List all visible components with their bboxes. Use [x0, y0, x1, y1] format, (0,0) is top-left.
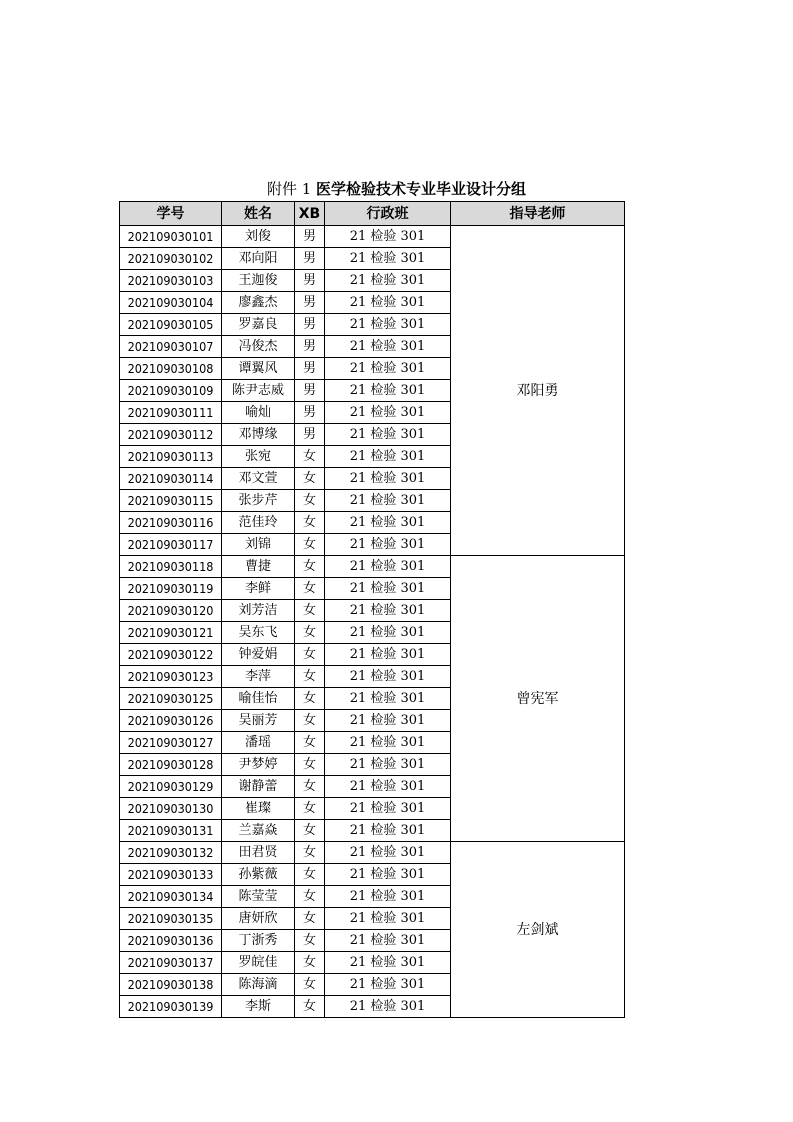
class-cell: 21 检验 301 — [325, 512, 451, 534]
class-cell: 21 检验 301 — [325, 798, 451, 820]
xb-cell: 女 — [295, 490, 325, 512]
student-name-cell: 张宛 — [222, 446, 295, 468]
student-name-cell: 谢静蕾 — [222, 776, 295, 798]
student-name-cell: 田君贤 — [222, 842, 295, 864]
student-id-cell: 202109030103 — [120, 270, 222, 292]
class-cell: 21 检验 301 — [325, 732, 451, 754]
student-id-cell: 202109030129 — [120, 776, 222, 798]
class-cell: 21 检验 301 — [325, 996, 451, 1018]
student-name-cell: 李鲜 — [222, 578, 295, 600]
student-name-cell: 陈尹志威 — [222, 380, 295, 402]
xb-cell: 男 — [295, 248, 325, 270]
student-id-cell: 202109030133 — [120, 864, 222, 886]
class-cell: 21 检验 301 — [325, 578, 451, 600]
class-cell: 21 检验 301 — [325, 248, 451, 270]
xb-cell: 女 — [295, 798, 325, 820]
xb-cell: 女 — [295, 952, 325, 974]
student-name-cell: 王迦俊 — [222, 270, 295, 292]
student-name-cell: 谭翼风 — [222, 358, 295, 380]
class-cell: 21 检验 301 — [325, 424, 451, 446]
class-cell: 21 检验 301 — [325, 446, 451, 468]
xb-cell: 女 — [295, 732, 325, 754]
grouping-table — [119, 201, 625, 1018]
student-id-cell: 202109030119 — [120, 578, 222, 600]
class-cell: 21 检验 301 — [325, 336, 451, 358]
class-cell: 21 检验 301 — [325, 908, 451, 930]
xb-cell: 女 — [295, 644, 325, 666]
student-id-cell: 202109030118 — [120, 556, 222, 578]
xb-cell: 男 — [295, 358, 325, 380]
class-cell: 21 检验 301 — [325, 292, 451, 314]
student-name-cell: 陈海滴 — [222, 974, 295, 996]
table-row — [120, 556, 625, 578]
student-id-cell: 202109030130 — [120, 798, 222, 820]
student-id-cell: 202109030120 — [120, 600, 222, 622]
student-id-cell: 202109030101 — [120, 226, 222, 248]
xb-cell: 女 — [295, 996, 325, 1018]
student-name-cell: 潘瑶 — [222, 732, 295, 754]
xb-cell: 女 — [295, 468, 325, 490]
xb-cell: 女 — [295, 688, 325, 710]
student-id-cell: 202109030104 — [120, 292, 222, 314]
student-id-cell: 202109030121 — [120, 622, 222, 644]
student-name-cell: 罗嘉良 — [222, 314, 295, 336]
student-name-cell: 吴东飞 — [222, 622, 295, 644]
xb-cell: 女 — [295, 666, 325, 688]
xb-cell: 女 — [295, 534, 325, 556]
student-id-cell: 202109030109 — [120, 380, 222, 402]
xb-cell: 女 — [295, 446, 325, 468]
class-cell: 21 检验 301 — [325, 622, 451, 644]
student-id-cell: 202109030137 — [120, 952, 222, 974]
student-name-cell: 唐妍欣 — [222, 908, 295, 930]
xb-cell: 女 — [295, 864, 325, 886]
class-cell: 21 检验 301 — [325, 556, 451, 578]
class-cell: 21 检验 301 — [325, 380, 451, 402]
advisor-cell: 左剑斌 — [451, 842, 625, 1018]
student-name-cell: 邓文萱 — [222, 468, 295, 490]
xb-cell: 女 — [295, 842, 325, 864]
student-id-cell: 202109030111 — [120, 402, 222, 424]
xb-cell: 女 — [295, 600, 325, 622]
class-cell: 21 检验 301 — [325, 666, 451, 688]
student-id-cell: 202109030107 — [120, 336, 222, 358]
xb-cell: 男 — [295, 424, 325, 446]
table-row — [120, 842, 625, 864]
student-name-cell: 李萍 — [222, 666, 295, 688]
xb-cell: 男 — [295, 402, 325, 424]
header-class: 行政班 — [325, 202, 451, 226]
table-row — [120, 226, 625, 248]
student-name-cell: 喻佳怡 — [222, 688, 295, 710]
header-name: 姓名 — [222, 202, 295, 226]
student-id-cell: 202109030114 — [120, 468, 222, 490]
advisor-cell: 曾宪军 — [451, 556, 625, 842]
xb-cell: 女 — [295, 908, 325, 930]
xb-cell: 女 — [295, 974, 325, 996]
table-body — [120, 226, 625, 1018]
student-id-cell: 202109030102 — [120, 248, 222, 270]
student-id-cell: 202109030105 — [120, 314, 222, 336]
class-cell: 21 检验 301 — [325, 710, 451, 732]
class-cell: 21 检验 301 — [325, 952, 451, 974]
student-name-cell: 刘芳洁 — [222, 600, 295, 622]
xb-cell: 女 — [295, 622, 325, 644]
class-cell: 21 检验 301 — [325, 226, 451, 248]
student-id-cell: 202109030108 — [120, 358, 222, 380]
student-name-cell: 喻灿 — [222, 402, 295, 424]
student-name-cell: 陈莹莹 — [222, 886, 295, 908]
xb-cell: 女 — [295, 710, 325, 732]
student-id-cell: 202109030135 — [120, 908, 222, 930]
student-id-cell: 202109030113 — [120, 446, 222, 468]
student-id-cell: 202109030131 — [120, 820, 222, 842]
class-cell: 21 检验 301 — [325, 314, 451, 336]
class-cell: 21 检验 301 — [325, 468, 451, 490]
class-cell: 21 检验 301 — [325, 886, 451, 908]
class-cell: 21 检验 301 — [325, 930, 451, 952]
student-name-cell: 冯俊杰 — [222, 336, 295, 358]
advisor-cell: 邓阳勇 — [451, 226, 625, 556]
xb-cell: 女 — [295, 512, 325, 534]
table-header-row — [120, 202, 625, 226]
student-id-cell: 202109030127 — [120, 732, 222, 754]
xb-cell: 女 — [295, 820, 325, 842]
xb-cell: 女 — [295, 930, 325, 952]
xb-cell: 女 — [295, 556, 325, 578]
xb-cell: 男 — [295, 270, 325, 292]
student-id-cell: 202109030122 — [120, 644, 222, 666]
class-cell: 21 检验 301 — [325, 402, 451, 424]
student-name-cell: 孙紫薇 — [222, 864, 295, 886]
student-id-cell: 202109030138 — [120, 974, 222, 996]
class-cell: 21 检验 301 — [325, 534, 451, 556]
student-name-cell: 罗皖佳 — [222, 952, 295, 974]
class-cell: 21 检验 301 — [325, 490, 451, 512]
xb-cell: 男 — [295, 336, 325, 358]
class-cell: 21 检验 301 — [325, 776, 451, 798]
student-id-cell: 202109030116 — [120, 512, 222, 534]
student-id-cell: 202109030117 — [120, 534, 222, 556]
class-cell: 21 检验 301 — [325, 358, 451, 380]
student-id-cell: 202109030123 — [120, 666, 222, 688]
student-name-cell: 廖鑫杰 — [222, 292, 295, 314]
class-cell: 21 检验 301 — [325, 270, 451, 292]
class-cell: 21 检验 301 — [325, 820, 451, 842]
class-cell: 21 检验 301 — [325, 864, 451, 886]
xb-cell: 男 — [295, 226, 325, 248]
student-id-cell: 202109030112 — [120, 424, 222, 446]
student-name-cell: 吴丽芳 — [222, 710, 295, 732]
xb-cell: 男 — [295, 380, 325, 402]
student-name-cell: 刘俊 — [222, 226, 295, 248]
student-id-cell: 202109030139 — [120, 996, 222, 1018]
class-cell: 21 检验 301 — [325, 600, 451, 622]
document-title — [0, 178, 793, 200]
title-prefix: 附件 1 — [266, 180, 312, 198]
student-name-cell: 邓向阳 — [222, 248, 295, 270]
student-name-cell: 丁浙秀 — [222, 930, 295, 952]
student-id-cell: 202109030115 — [120, 490, 222, 512]
xb-cell: 女 — [295, 578, 325, 600]
student-name-cell: 曹捷 — [222, 556, 295, 578]
xb-cell: 女 — [295, 754, 325, 776]
student-name-cell: 邓博缘 — [222, 424, 295, 446]
student-name-cell: 范佳玲 — [222, 512, 295, 534]
class-cell: 21 检验 301 — [325, 644, 451, 666]
xb-cell: 女 — [295, 886, 325, 908]
student-id-cell: 202109030128 — [120, 754, 222, 776]
student-name-cell: 张步芹 — [222, 490, 295, 512]
header-advisor: 指导老师 — [451, 202, 625, 226]
student-name-cell: 崔璨 — [222, 798, 295, 820]
student-id-cell: 202109030126 — [120, 710, 222, 732]
student-name-cell: 钟爱娟 — [222, 644, 295, 666]
xb-cell: 女 — [295, 776, 325, 798]
student-name-cell: 李斯 — [222, 996, 295, 1018]
xb-cell: 男 — [295, 292, 325, 314]
class-cell: 21 检验 301 — [325, 842, 451, 864]
class-cell: 21 检验 301 — [325, 974, 451, 996]
header-student-id: 学号 — [120, 202, 222, 226]
student-name-cell: 兰嘉焱 — [222, 820, 295, 842]
student-id-cell: 202109030125 — [120, 688, 222, 710]
class-cell: 21 检验 301 — [325, 754, 451, 776]
student-id-cell: 202109030136 — [120, 930, 222, 952]
student-name-cell: 尹梦婷 — [222, 754, 295, 776]
student-name-cell: 刘锦 — [222, 534, 295, 556]
title-main: 医学检验技术专业毕业设计分组 — [316, 180, 527, 198]
header-xb: XB — [295, 202, 325, 226]
student-id-cell: 202109030134 — [120, 886, 222, 908]
xb-cell: 男 — [295, 314, 325, 336]
student-id-cell: 202109030132 — [120, 842, 222, 864]
class-cell: 21 检验 301 — [325, 688, 451, 710]
